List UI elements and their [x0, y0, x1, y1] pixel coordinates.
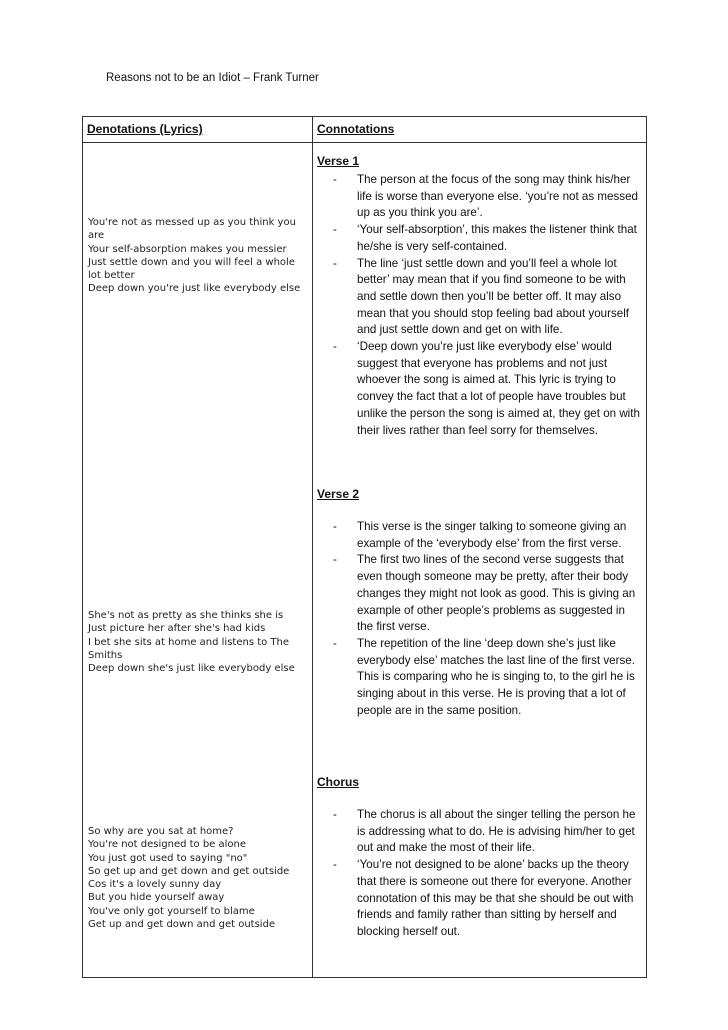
list-item: - The first two lines of the second verse suggests that even though someone may be pretty, after their body changes they might not look as good. This is giving an example of other people’s problems as suggested in the first verse.	[333, 553, 636, 634]
chorus-lyrics	[88, 825, 310, 931]
verse2-lyrics	[88, 609, 310, 675]
bullet-dash: -	[333, 340, 337, 354]
bullet-dash: -	[333, 808, 337, 821]
denotations-header: Denotations (Lyrics)	[87, 122, 203, 136]
connotations-header-cell	[313, 117, 647, 143]
chorus-heading: Chorus	[317, 775, 359, 789]
lyric-line: You're not as messed up as you think you are	[88, 217, 296, 242]
verse1-heading: Verse 1	[317, 154, 360, 168]
connotations-cell	[313, 143, 647, 978]
analysis-table	[82, 116, 647, 978]
list-item: - ‘Deep down you’re just like everybody else’ would suggest that everyone has problems and not just whoever the song is aimed at. This lyric is trying to convey the fact that a lot of people have troubles but unlike the person the song is aimed at, they get on with their lives rather than feel sorry for themselves.	[333, 340, 640, 437]
list-item: - The person at the focus of the song may think his/her life is worse than everyone else. ‘you’re not as messed up as you think you are’.	[333, 173, 638, 220]
lyric-line: Get up and get down and get outside	[88, 919, 276, 931]
lyric-line: Just settle down and you will feel a whole lot better	[88, 256, 295, 282]
lyric-line: You've only got yourself to blame	[88, 905, 255, 917]
lyric-line: Deep down you're just like everybody else	[88, 283, 301, 295]
lyric-line: So get up and get down and get outside	[88, 865, 290, 877]
lyric-line: Deep down she's just like everybody else	[88, 663, 295, 675]
lyric-line: She's not as pretty as she thinks she is	[88, 610, 284, 621]
lyric-line: But you hide yourself away	[88, 892, 225, 904]
bullet-dash: -	[333, 553, 337, 567]
bullet-dash: -	[333, 173, 337, 186]
document-title: Reasons not to be an Idiot – Frank Turner	[106, 72, 319, 84]
lyric-line: You're not designed to be alone	[88, 839, 247, 851]
lyric-line: Cos it's a lovely sunny day	[88, 879, 222, 891]
lyric-line: You just got used to saying "no"	[88, 852, 248, 864]
chorus-connotations	[333, 807, 641, 941]
bullet-dash: -	[333, 223, 337, 237]
list-item: - ‘You’re not designed to be alone’ backs up the theory that there is someone out there for everyone. Another connotation of this may be that she should be out with friends and family rather than sitting by herself and blocking herself out.	[333, 858, 634, 938]
list-item: - This verse is the singer talking to someone giving an example of the ‘everybody else’ from the first verse.	[333, 520, 627, 550]
denotations-header-cell	[83, 117, 313, 143]
bullet-dash: -	[333, 520, 337, 533]
list-item: - The line ‘just settle down and you’ll feel a whole lot better’ may mean that if you find someone to be with and settle down then you’ll be better off. It may also mean that you should stop feeling bad about yourself and just settle down and get on with life.	[333, 256, 629, 337]
lyric-line: So why are you sat at home?	[88, 826, 234, 837]
verse2-connotations	[333, 519, 641, 719]
verse1-connotations	[333, 172, 641, 439]
list-item: - ‘Your self-absorption’, this makes the listener think that he/she is very self-contained.	[333, 223, 637, 253]
bullet-dash: -	[333, 858, 337, 872]
bullet-dash: -	[333, 636, 337, 650]
connotations-header: Connotations	[317, 122, 395, 136]
verse1-lyrics	[88, 216, 310, 296]
bullet-dash: -	[333, 256, 337, 270]
lyric-line: Your self-absorption makes you messier	[88, 243, 287, 255]
list-item: - The repetition of the line ‘deep down she’s just like everybody else’ matches the last line of the first verse. This is comparing who he is singing to, to the girl he is singing about in this verse. He is proving that a lot of people are in the same position.	[333, 636, 635, 717]
list-item: - The chorus is all about the singer telling the person he is addressing what to do. He is advising him/her to get out and make the most of their life.	[333, 808, 636, 855]
lyric-line: I bet she sits at home and listens to The Smiths	[88, 636, 290, 661]
verse2-heading: Verse 2	[317, 487, 360, 501]
lyric-line: Just picture her after she's had kids	[88, 623, 266, 635]
lyrics-cell	[83, 143, 313, 978]
